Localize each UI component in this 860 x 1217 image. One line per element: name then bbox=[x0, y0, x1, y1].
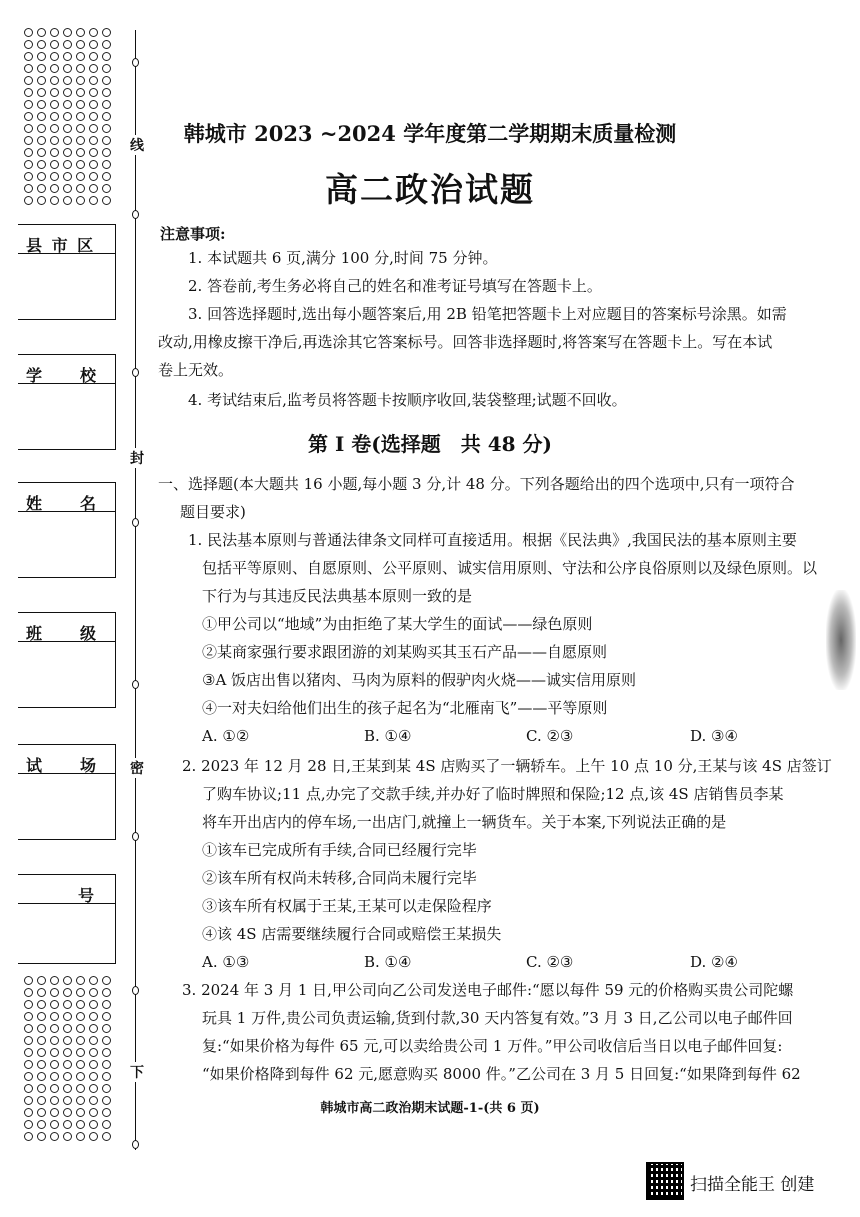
seal-line-char: 密 bbox=[130, 758, 144, 778]
margin-circle bbox=[24, 76, 33, 85]
margin-circle bbox=[102, 1012, 111, 1021]
margin-circle bbox=[37, 1060, 46, 1069]
margin-circle bbox=[63, 76, 72, 85]
scan-smudge bbox=[826, 590, 856, 690]
question-3-line: “如果价格降到每件 62 元,愿意购买 8000 件。”乙公司在 3 月 5 日回复:“如果降到每件 62 bbox=[202, 1065, 801, 1083]
note-item: 4. 考试结束后,监考员将答题卡按顺序收回,装袋整理;试题不回收。 bbox=[188, 391, 627, 409]
seal-line-char: 封 bbox=[130, 448, 144, 468]
margin-circle bbox=[63, 100, 72, 109]
subject-title: 高二政治试题 bbox=[325, 170, 535, 209]
margin-circle bbox=[37, 1132, 46, 1141]
question-1-statement: ④一对夫妇给他们出生的孩子起名为“北雁南飞”——平等原则 bbox=[202, 699, 608, 717]
margin-circle bbox=[37, 100, 46, 109]
margin-circle bbox=[76, 88, 85, 97]
margin-circle bbox=[63, 1012, 72, 1021]
margin-circle bbox=[24, 1060, 33, 1069]
margin-circle bbox=[89, 1060, 98, 1069]
margin-circle bbox=[50, 1024, 59, 1033]
margin-circle bbox=[89, 976, 98, 985]
margin-circle bbox=[50, 1000, 59, 1009]
margin-circle bbox=[50, 100, 59, 109]
margin-circle bbox=[50, 40, 59, 49]
margin-circle bbox=[50, 88, 59, 97]
margin-circle bbox=[24, 976, 33, 985]
question-2-statement: ①该车已完成所有手续,合同已经履行完毕 bbox=[202, 841, 477, 859]
margin-circle bbox=[24, 1132, 33, 1141]
margin-circle bbox=[76, 64, 85, 73]
margin-circle bbox=[76, 1036, 85, 1045]
question-1-statement: ②某商家强行要求跟团游的刘某购买其玉石产品——自愿原则 bbox=[202, 643, 608, 661]
margin-circle bbox=[63, 40, 72, 49]
binding-hole bbox=[132, 518, 139, 527]
margin-circle bbox=[50, 1012, 59, 1021]
margin-circle bbox=[24, 100, 33, 109]
part-one-instructions: 题目要求) bbox=[180, 503, 246, 521]
note-item: 3. 回答选择题时,选出每小题答案后,用 2B 铅笔把答题卡上对应题目的答案标号涂黑。如需 bbox=[188, 305, 787, 323]
field-label: 班 级 bbox=[26, 624, 99, 643]
margin-circle bbox=[102, 148, 111, 157]
margin-circle bbox=[24, 1084, 33, 1093]
margin-circle bbox=[63, 1120, 72, 1129]
question-3-line: 玩具 1 万件,贵公司负责运输,货到付款,30 天内答复有效。”3 月 3 日,乙公司以电子邮件回 bbox=[202, 1009, 793, 1027]
option-b: B. ①④ bbox=[364, 727, 412, 745]
binding-hole bbox=[132, 680, 139, 689]
margin-circle bbox=[102, 1072, 111, 1081]
margin-circle bbox=[102, 976, 111, 985]
margin-circle bbox=[102, 1060, 111, 1069]
margin-circle bbox=[50, 976, 59, 985]
margin-circle bbox=[89, 1120, 98, 1129]
margin-circle bbox=[37, 1120, 46, 1129]
part-one-instructions: 一、选择题(本大题共 16 小题,每小题 3 分,计 48 分。下列各题给出的四个选项中,只有一项符合 bbox=[158, 475, 795, 493]
margin-circle bbox=[63, 1072, 72, 1081]
option-c: C. ②③ bbox=[526, 953, 574, 971]
note-item: 卷上无效。 bbox=[158, 361, 234, 379]
binding-hole bbox=[132, 832, 139, 841]
margin-circle bbox=[63, 64, 72, 73]
margin-circle bbox=[50, 1036, 59, 1045]
margin-circle bbox=[37, 1084, 46, 1093]
seat-number-field bbox=[18, 874, 116, 964]
margin-circle bbox=[89, 76, 98, 85]
seal-line-char: 线 bbox=[130, 135, 144, 155]
margin-circle bbox=[50, 988, 59, 997]
field-label: 县 市 区 bbox=[26, 236, 96, 255]
margin-circle bbox=[76, 52, 85, 61]
field-label: 号 bbox=[78, 886, 97, 905]
question-2-line: 了购车协议;11 点,办完了交款手续,并办好了临时牌照和保险;12 点,该 4S 店销售员李某 bbox=[202, 785, 784, 803]
question-2-line: 2. 2023 年 12 月 28 日,王某到某 4S 店购买了一辆轿车。上午 10 点 10 分,王某与该 4S 店签订 bbox=[182, 757, 832, 775]
county-field bbox=[18, 224, 116, 320]
binding-hole bbox=[132, 58, 139, 67]
margin-circle bbox=[102, 1024, 111, 1033]
margin-circle bbox=[76, 1120, 85, 1129]
question-2-statement: ②该车所有权尚未转移,合同尚未履行完毕 bbox=[202, 869, 477, 887]
margin-circle bbox=[89, 148, 98, 157]
margin-circle bbox=[63, 1048, 72, 1057]
margin-circle bbox=[63, 88, 72, 97]
margin-circle bbox=[76, 40, 85, 49]
margin-circle bbox=[89, 100, 98, 109]
field-label: 学 校 bbox=[26, 366, 99, 385]
option-d: D. ③④ bbox=[690, 727, 738, 745]
margin-circle bbox=[37, 988, 46, 997]
margin-circle bbox=[50, 52, 59, 61]
qr-code-icon bbox=[646, 1162, 684, 1200]
notes-heading: 注意事项: bbox=[160, 225, 226, 243]
margin-circle bbox=[102, 40, 111, 49]
margin-circle bbox=[63, 52, 72, 61]
margin-circle bbox=[76, 1012, 85, 1021]
margin-circle bbox=[24, 1012, 33, 1021]
margin-circle bbox=[63, 1132, 72, 1141]
margin-circle bbox=[50, 1120, 59, 1129]
margin-circle bbox=[102, 1120, 111, 1129]
margin-circle bbox=[24, 40, 33, 49]
margin-circle bbox=[102, 88, 111, 97]
margin-circle bbox=[37, 28, 46, 37]
question-2-statement: ④该 4S 店需要继续履行合同或赔偿王某损失 bbox=[202, 925, 502, 943]
margin-circle bbox=[102, 64, 111, 73]
margin-circle bbox=[63, 1060, 72, 1069]
margin-circle bbox=[89, 1012, 98, 1021]
note-item: 2. 答卷前,考生务必将自己的姓名和准考证号填写在答题卡上。 bbox=[188, 277, 602, 295]
field-label: 试 场 bbox=[26, 756, 99, 775]
margin-circle bbox=[50, 1084, 59, 1093]
margin-circle bbox=[63, 976, 72, 985]
option-c: C. ②③ bbox=[526, 727, 574, 745]
margin-circle bbox=[24, 1120, 33, 1129]
note-item: 改动,用橡皮擦干净后,再选涂其它答案标号。回答非选择题时,将答案写在答题卡上。写在本试 bbox=[158, 333, 773, 351]
margin-circle bbox=[89, 1084, 98, 1093]
margin-circle bbox=[102, 1000, 111, 1009]
question-1-statement: ①甲公司以“地域”为由拒绝了某大学生的面试——绿色原则 bbox=[202, 615, 593, 633]
margin-circle bbox=[37, 76, 46, 85]
margin-circle bbox=[89, 1072, 98, 1081]
margin-circle bbox=[37, 52, 46, 61]
margin-circle bbox=[102, 1036, 111, 1045]
margin-circle bbox=[24, 1048, 33, 1057]
margin-circle bbox=[37, 1036, 46, 1045]
margin-circle bbox=[37, 1072, 46, 1081]
margin-circle bbox=[37, 40, 46, 49]
margin-circle bbox=[24, 1000, 33, 1009]
question-2-statement: ③该车所有权属于王某,王某可以走保险程序 bbox=[202, 897, 492, 915]
margin-circle bbox=[24, 88, 33, 97]
margin-circle bbox=[37, 1024, 46, 1033]
section-title: 第 I 卷(选择题 共 48 分) bbox=[308, 432, 552, 456]
margin-circle bbox=[102, 76, 111, 85]
margin-circle bbox=[89, 1000, 98, 1009]
margin-circle bbox=[63, 1024, 72, 1033]
field-label: 姓 名 bbox=[26, 494, 99, 513]
margin-circle bbox=[102, 28, 111, 37]
margin-circle bbox=[102, 1132, 111, 1141]
margin-circle bbox=[37, 148, 46, 157]
margin-circle bbox=[24, 52, 33, 61]
margin-circle bbox=[102, 100, 111, 109]
exam-title: 韩城市 2023 ~2024 学年度第二学期期末质量检测 bbox=[183, 121, 677, 146]
margin-circle bbox=[24, 64, 33, 73]
margin-circle bbox=[63, 1084, 72, 1093]
margin-circle bbox=[50, 64, 59, 73]
margin-circle bbox=[63, 148, 72, 157]
margin-circle bbox=[24, 1072, 33, 1081]
question-1-line: 包括平等原则、自愿原则、公平原则、诚实信用原则、守法和公序良俗原则以及绿色原则。以 bbox=[202, 559, 818, 577]
margin-circle bbox=[63, 1036, 72, 1045]
margin-circle bbox=[63, 1000, 72, 1009]
seal-line-char: 下 bbox=[130, 1062, 144, 1082]
margin-circle bbox=[76, 76, 85, 85]
margin-circle bbox=[37, 976, 46, 985]
margin-circle bbox=[24, 28, 33, 37]
margin-circle bbox=[63, 28, 72, 37]
margin-circle bbox=[37, 64, 46, 73]
margin-circle bbox=[89, 52, 98, 61]
margin-circle bbox=[37, 1048, 46, 1057]
binding-hole bbox=[132, 210, 139, 219]
margin-circle bbox=[24, 988, 33, 997]
margin-circle bbox=[89, 988, 98, 997]
margin-circle bbox=[24, 1024, 33, 1033]
margin-circle bbox=[37, 88, 46, 97]
margin-circle bbox=[76, 988, 85, 997]
margin-circle bbox=[76, 1132, 85, 1141]
margin-circle bbox=[24, 148, 33, 157]
option-b: B. ①④ bbox=[364, 953, 412, 971]
margin-circle bbox=[89, 1048, 98, 1057]
margin-circle bbox=[76, 1084, 85, 1093]
margin-circle bbox=[76, 148, 85, 157]
margin-circle bbox=[63, 988, 72, 997]
margin-circle bbox=[89, 28, 98, 37]
question-1-statement: ③A 饭店出售以猪肉、马肉为原料的假驴肉火烧——诚实信用原则 bbox=[202, 671, 637, 689]
option-a: A. ①③ bbox=[202, 953, 250, 971]
margin-circle bbox=[89, 88, 98, 97]
question-2-line: 将车开出店内的停车场,一出店门,就撞上一辆货车。关于本案,下列说法正确的是 bbox=[202, 813, 727, 831]
margin-circle bbox=[76, 1024, 85, 1033]
margin-circle bbox=[50, 1048, 59, 1057]
margin-circle bbox=[89, 1036, 98, 1045]
margin-circle bbox=[76, 1060, 85, 1069]
question-3-line: 复:“如果价格为每件 65 元,可以卖给贵公司 1 万件。”甲公司收信后当日以电子邮件回复: bbox=[202, 1037, 783, 1055]
margin-circles-bottom bbox=[24, 976, 115, 1144]
margin-circle bbox=[24, 1036, 33, 1045]
exam-room-field bbox=[18, 744, 116, 840]
margin-circle bbox=[102, 988, 111, 997]
margin-circle bbox=[76, 976, 85, 985]
margin-circle bbox=[50, 28, 59, 37]
margin-circle bbox=[89, 1132, 98, 1141]
question-3-line: 3. 2024 年 3 月 1 日,甲公司向乙公司发送电子邮件:“愿以每件 59 元的价格购买贵公司陀螺 bbox=[182, 981, 794, 999]
margin-circle bbox=[50, 1060, 59, 1069]
binding-hole bbox=[132, 1140, 139, 1149]
option-a: A. ①② bbox=[202, 727, 250, 745]
margin-circle bbox=[50, 148, 59, 157]
binding-hole bbox=[132, 986, 139, 995]
margin-circle bbox=[37, 1012, 46, 1021]
margin-circle bbox=[50, 1132, 59, 1141]
binding-hole bbox=[132, 368, 139, 377]
margin-circle bbox=[89, 40, 98, 49]
margin-circle bbox=[89, 64, 98, 73]
question-1-line: 1. 民法基本原则与普通法律条文同样可直接适用。根据《民法典》,我国民法的基本原则主要 bbox=[188, 531, 797, 549]
margin-circle bbox=[102, 1048, 111, 1057]
margin-circle bbox=[50, 76, 59, 85]
scanner-watermark: 扫描全能王 创建 bbox=[690, 1175, 815, 1195]
margin-circle bbox=[76, 1072, 85, 1081]
option-d: D. ②④ bbox=[690, 953, 738, 971]
margin-circle bbox=[76, 1000, 85, 1009]
margin-circle bbox=[102, 52, 111, 61]
class-field bbox=[18, 612, 116, 708]
margin-circle bbox=[102, 1084, 111, 1093]
name-field bbox=[18, 482, 116, 578]
margin-circle bbox=[76, 100, 85, 109]
margin-circle bbox=[50, 1072, 59, 1081]
margin-circle bbox=[37, 1000, 46, 1009]
margin-circle bbox=[76, 28, 85, 37]
note-item: 1. 本试题共 6 页,满分 100 分,时间 75 分钟。 bbox=[188, 249, 498, 267]
page-footer: 韩城市高二政治期末试题-1-(共 6 页) bbox=[320, 1101, 540, 1116]
margin-circle bbox=[76, 1048, 85, 1057]
question-1-line: 下行为与其违反民法典基本原则一致的是 bbox=[202, 587, 473, 605]
margin-circle bbox=[89, 1024, 98, 1033]
